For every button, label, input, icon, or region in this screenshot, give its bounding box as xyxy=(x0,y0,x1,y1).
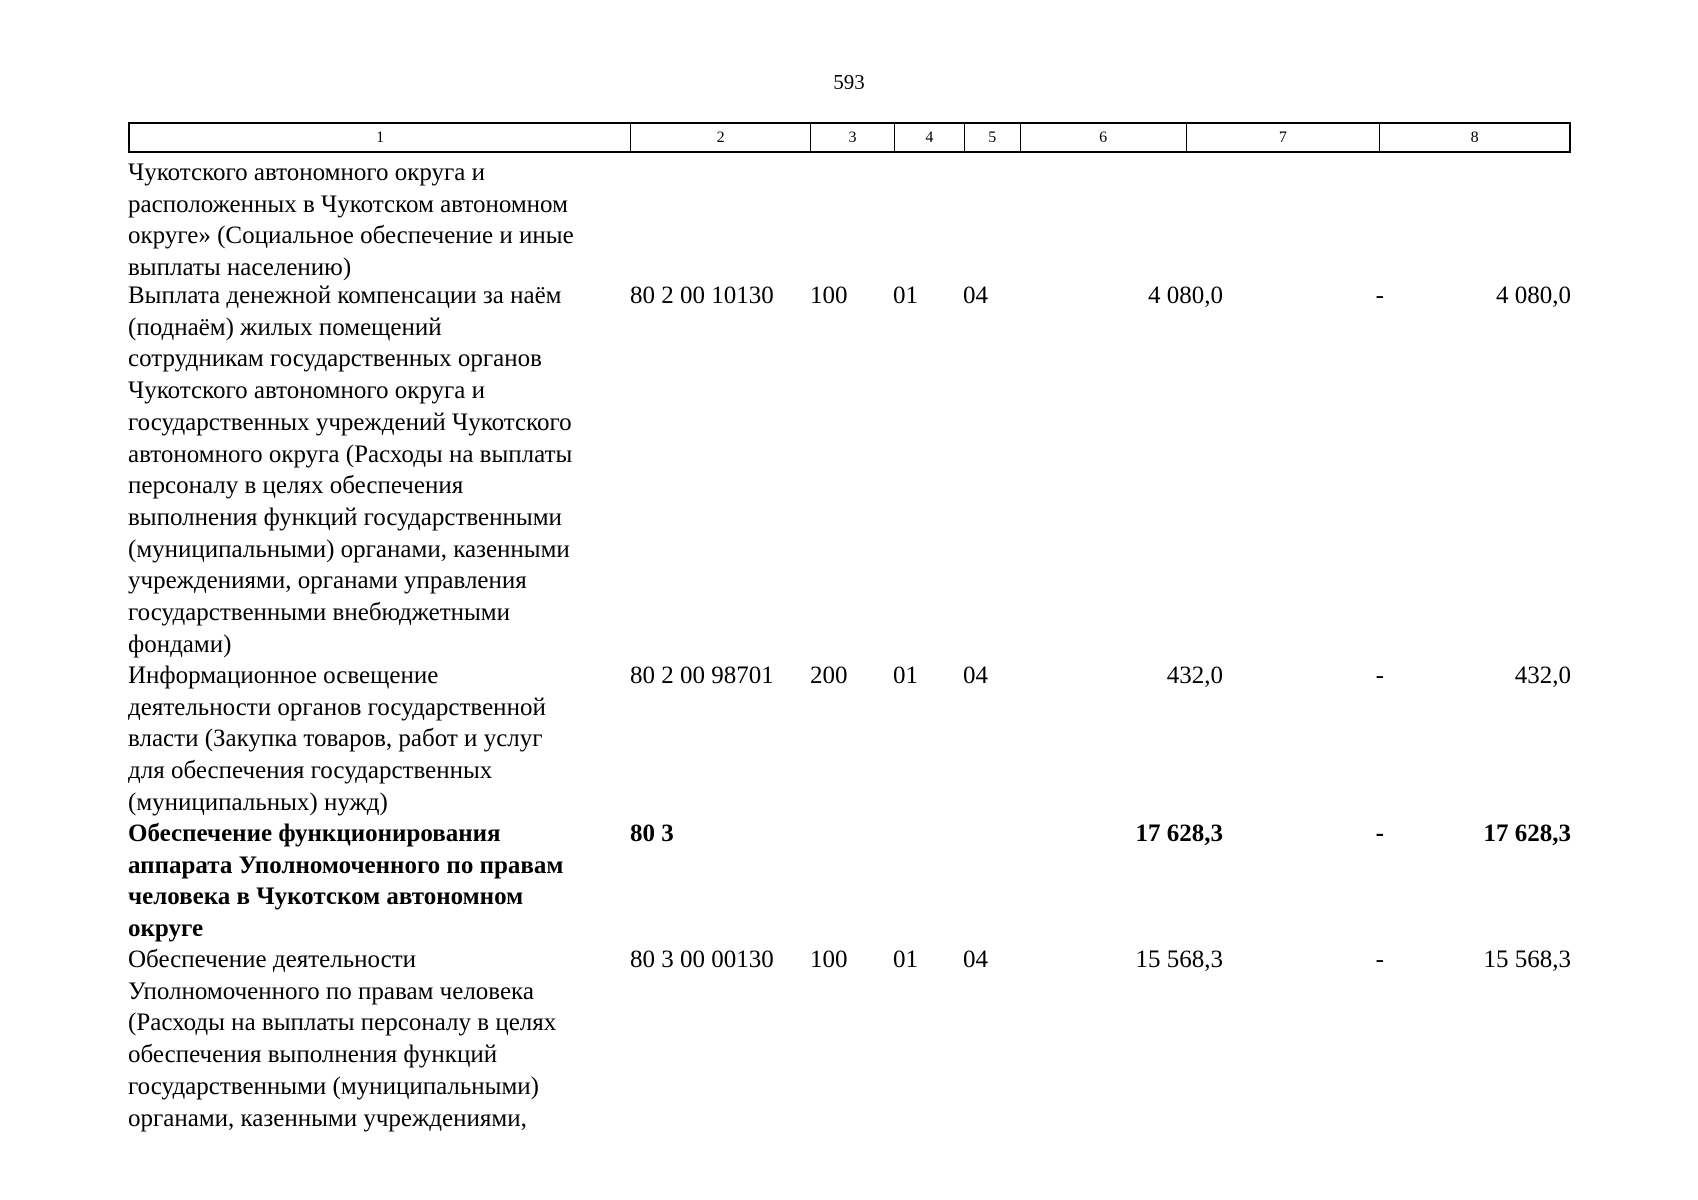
column-header-2: 2 xyxy=(631,124,811,151)
row-expense-type: 100 xyxy=(810,282,848,309)
description-line: фондами) xyxy=(128,630,232,658)
description-line: деятельности органов государственной xyxy=(128,693,546,721)
description-line: Выплата денежной компенсации за наём xyxy=(128,282,562,309)
description-line: (муниципальными) органами, казенными xyxy=(128,535,570,563)
description-line: персоналу в целях обеспечения xyxy=(128,472,464,500)
description-line: Обеспечение деятельности xyxy=(128,946,417,973)
row-section: 01 xyxy=(893,282,918,309)
description-line: для обеспечения государственных xyxy=(128,757,493,785)
column-header-3: 3 xyxy=(811,124,895,151)
description-line: расположенных в Чукотском автономном xyxy=(128,190,568,218)
page-number: 593 xyxy=(833,70,865,94)
description-line: выполнения функций государственными xyxy=(128,503,562,531)
table-column-header xyxy=(128,122,1571,153)
row-expense-type: 200 xyxy=(810,662,848,689)
row-change: - xyxy=(1375,946,1384,973)
description-line: государственными (муниципальными) xyxy=(128,1072,539,1100)
description-line: учреждениями, органами управления xyxy=(128,567,527,595)
row-total: 17 628,3 xyxy=(1483,820,1571,847)
row-change: - xyxy=(1375,282,1384,309)
description-line: выплаты населению) xyxy=(128,254,352,282)
description-line: округе» (Социальное обеспечение и иные xyxy=(128,222,574,250)
row-description xyxy=(128,660,628,819)
row-code: 80 3 xyxy=(630,820,674,847)
description-line: автономного округа (Расходы на выплаты xyxy=(128,440,573,468)
column-header-6: 6 xyxy=(1021,124,1187,151)
description-line: Уполномоченного по правам человека xyxy=(128,977,534,1005)
description-line: органами, казенными учреждениями, xyxy=(128,1104,527,1132)
row-amount: 17 628,3 xyxy=(1135,820,1223,847)
description-line: обеспечения выполнения функций xyxy=(128,1041,498,1069)
description-line: (Расходы на выплаты персоналу в целях xyxy=(128,1009,557,1037)
column-header-5: 5 xyxy=(965,124,1021,151)
row-description xyxy=(128,818,628,945)
row-expense-type: 100 xyxy=(810,946,848,973)
row-subsection: 04 xyxy=(963,662,988,689)
column-header-7: 7 xyxy=(1187,124,1381,151)
description-line: (поднаём) жилых помещений xyxy=(128,313,442,341)
column-header-1: 1 xyxy=(130,124,631,151)
description-line: Чукотского автономного округа и xyxy=(128,159,486,186)
description-line: Обеспечение функционирования xyxy=(128,820,501,847)
row-subsection: 04 xyxy=(963,282,988,309)
row-code: 80 2 00 10130 xyxy=(630,282,774,309)
row-description xyxy=(128,280,628,660)
description-line: аппарата Уполномоченного по правам xyxy=(128,851,564,879)
description-line: государственных учреждений Чукотского xyxy=(128,408,572,436)
description-line: округе xyxy=(128,915,204,943)
description-line: Информационное освещение xyxy=(128,662,439,689)
description-line: человека в Чукотском автономном xyxy=(128,883,524,911)
description-line: (муниципальных) нужд) xyxy=(128,788,388,816)
row-description xyxy=(128,944,628,1134)
column-header-8: 8 xyxy=(1470,129,1479,146)
description-line: Чукотского автономного округа и xyxy=(128,377,486,405)
row-total: 432,0 xyxy=(1514,662,1571,689)
row-description xyxy=(128,157,628,284)
description-line: сотрудникам государственных органов xyxy=(128,345,542,373)
row-code: 80 3 00 00130 xyxy=(630,946,774,973)
row-subsection: 04 xyxy=(963,946,988,973)
row-total: 4 080,0 xyxy=(1496,282,1571,309)
description-line: власти (Закупка товаров, работ и услуг xyxy=(128,725,543,753)
row-code: 80 2 00 98701 xyxy=(630,662,774,689)
row-change: - xyxy=(1375,820,1384,847)
row-section: 01 xyxy=(893,946,918,973)
row-total: 15 568,3 xyxy=(1483,946,1571,973)
row-amount: 4 080,0 xyxy=(1148,282,1223,309)
row-amount: 432,0 xyxy=(1166,662,1223,689)
column-header-4: 4 xyxy=(895,124,965,151)
description-line: государственными внебюджетными xyxy=(128,599,511,627)
row-section: 01 xyxy=(893,662,918,689)
row-amount: 15 568,3 xyxy=(1135,946,1223,973)
row-change: - xyxy=(1375,662,1384,689)
